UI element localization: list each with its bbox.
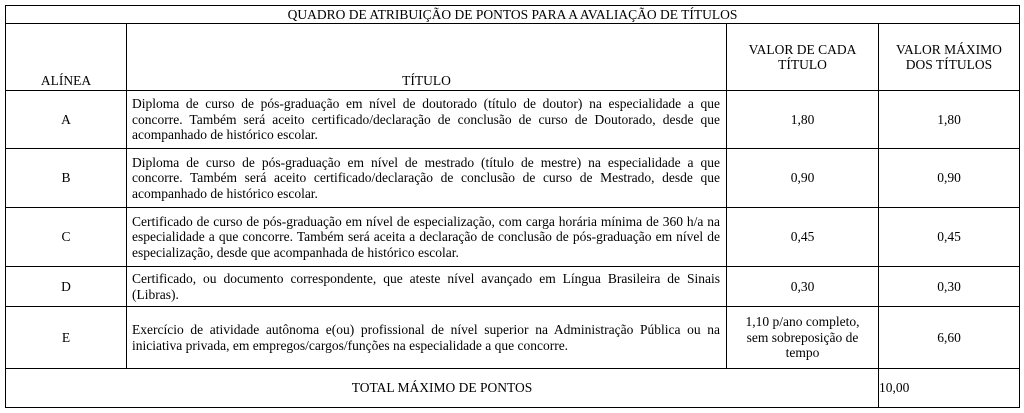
table-caption-row <box>6 6 1020 24</box>
table-row <box>6 149 1020 208</box>
header-titulo: TÍTULO <box>127 24 727 91</box>
row-titulo: Certificado de curso de pós-graduação em nível de especialização, com carga horária mínima de 360 h/a na especialidade a que concorre. Também será aceita a declaração de conclusão de pós-graduação em nível de especialização, desde que acompanhada de histórico escolar. <box>127 208 727 267</box>
row-titulo: Certificado, ou documento correspondente, que ateste nível avançado em Língua Brasileira de Sinais (Libras). <box>127 267 727 307</box>
row-valor-maximo: 6,60 <box>879 307 1020 369</box>
row-valor-cada: 0,90 <box>727 149 879 208</box>
row-alinea: D <box>6 267 127 307</box>
row-valor-maximo: 0,30 <box>879 267 1020 307</box>
table-row <box>6 267 1020 307</box>
row-alinea: E <box>6 307 127 369</box>
row-valor-maximo: 1,80 <box>879 91 1020 149</box>
points-table <box>5 5 1020 408</box>
row-alinea: C <box>6 208 127 267</box>
table-row <box>6 208 1020 267</box>
header-valor-maximo: VALOR MÁXIMO DOS TÍTULOS <box>879 24 1020 91</box>
table-header-row <box>6 24 1020 91</box>
total-row <box>6 369 1020 408</box>
row-valor-maximo: 0,90 <box>879 149 1020 208</box>
table-caption: QUADRO DE ATRIBUIÇÃO DE PONTOS PARA A AVALIAÇÃO DE TÍTULOS <box>6 6 1020 24</box>
row-alinea: A <box>6 91 127 149</box>
total-value: 10,00 <box>879 369 1020 408</box>
header-valor-cada: VALOR DE CADA TÍTULO <box>727 24 879 91</box>
row-valor-maximo: 0,45 <box>879 208 1020 267</box>
table-row <box>6 307 1020 369</box>
row-valor-cada: 0,30 <box>727 267 879 307</box>
header-alinea: ALÍNEA <box>6 24 127 91</box>
row-alinea: B <box>6 149 127 208</box>
row-valor-cada: 1,80 <box>727 91 879 149</box>
row-valor-cada: 0,45 <box>727 208 879 267</box>
row-titulo: Diploma de curso de pós-graduação em nível de doutorado (título de doutor) na especialidade a que concorre. Também será aceito certificado/declaração de conclusão de curso de Doutorado, desde que acompanhado de histórico escolar. <box>127 91 727 149</box>
total-label: TOTAL MÁXIMO DE PONTOS <box>6 369 879 408</box>
row-valor-cada: 1,10 p/ano completo, sem sobreposição de tempo <box>727 307 879 369</box>
table-row <box>6 91 1020 149</box>
row-titulo: Exercício de atividade autônoma e(ou) profissional de nível superior na Administração Pública ou na iniciativa privada, em empregos/cargos/funções na especialidade a que concorre. <box>127 307 727 369</box>
row-titulo: Diploma de curso de pós-graduação em nível de mestrado (título de mestre) na especialidade a que concorre. Também será aceito certificado/declaração de conclusão de curso de Mestrado, desde que acompanhado de histórico escolar. <box>127 149 727 208</box>
